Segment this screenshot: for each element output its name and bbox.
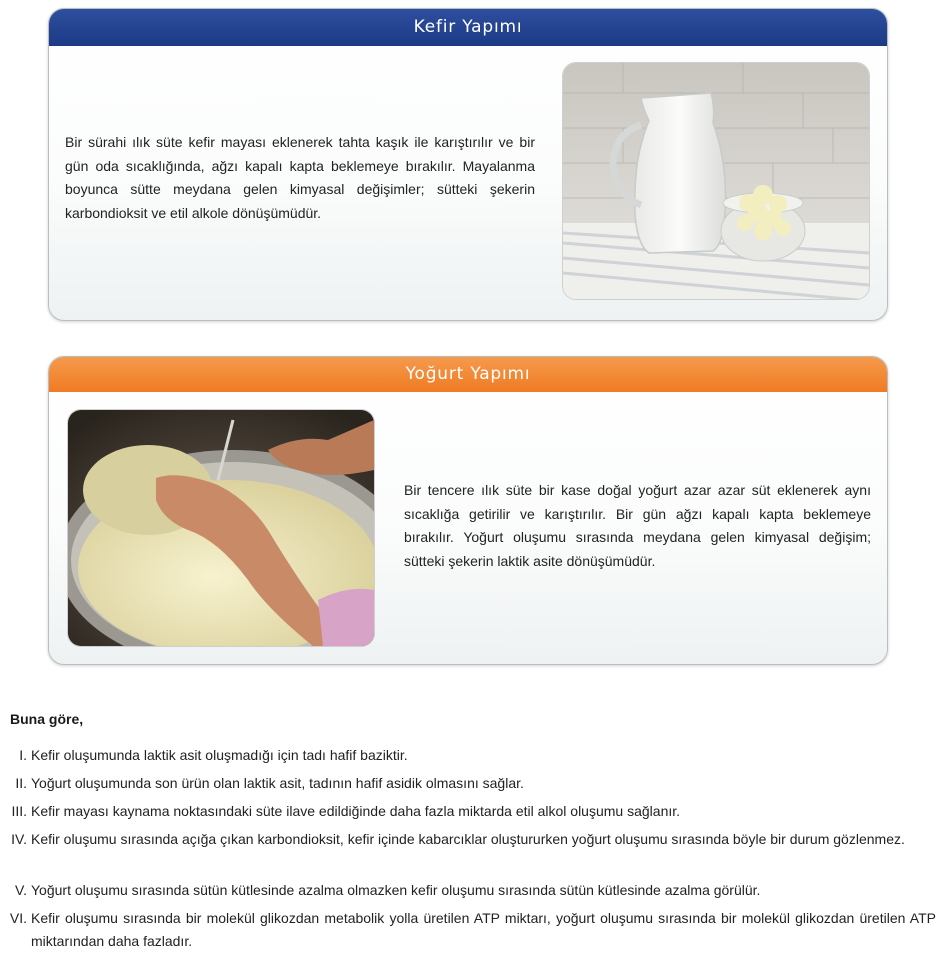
statement-text: Kefir mayası kaynama noktasındaki süte ilave edildiğinde daha fazla miktarda etil alkol oluşumu sağlanır. [31, 803, 681, 819]
kefir-title: Kefir Yapımı [49, 9, 887, 46]
statement-text: Yoğurt oluşumu sırasında sütün kütlesinde azalma olmazken kefir oluşumu sırasında sütün kütlesinde azalma görülür. [31, 882, 761, 898]
kefir-description: Bir sürahi ılık süte kefir mayası eklenerek tahta kaşık ile karıştırılır ve bir gün oda sıcaklığında, ağzı kapalı kapta beklemeye bırakılır. Mayalanma boyunca sütte meydana gelen kimyasal değişimler; sütteki şekerin karbondioksit ve etil alkole dönüşümüdür. [65, 134, 535, 221]
yogurt-card [48, 356, 888, 665]
statement-text: Kefir oluşumunda laktik asit oluşmadığı için tadı hafif baziktir. [31, 747, 408, 763]
statement-number: VI. [9, 910, 27, 926]
yogurt-description: Bir tencere ılık süte bir kase doğal yoğurt azar azar süt eklenerek aynı sıcaklığa getirilir ve karıştırılır. Bir gün ağzı kapalı kapta beklemeye bırakılır. Yoğurt oluşumu sırasında meydana gelen kimyasal değişim; sütteki şekerin laktik asite dönüşümüdür. [404, 482, 871, 569]
statement-number: V. [15, 882, 27, 898]
statement-text: Kefir oluşumu sırasında bir molekül glikozdan metabolik yolla üretilen ATP miktarı, yoğurt oluşumu sırasında bir molekül glikozdan üretilen ATP miktarından daha fazladır. [31, 910, 936, 949]
yogurt-title: Yoğurt Yapımı [49, 357, 887, 392]
statement-text: Kefir oluşumu sırasında açığa çıkan karbondioksit, kefir içinde kabarcıklar oluştururken yoğurt oluşumu sırasında böyle bir durum gözlenmez. [31, 831, 905, 847]
yogurt-photo [67, 409, 375, 647]
kefir-photo [562, 62, 870, 300]
statement-number: II. [15, 775, 27, 791]
question-heading: Buna göre, [10, 711, 84, 727]
statement-number: IV. [11, 831, 27, 847]
kefir-card [48, 8, 888, 321]
statement-number: III. [11, 803, 27, 819]
statement-text: Yoğurt oluşumunda son ürün olan laktik asit, tadının hafif asidik olmasını sağlar. [31, 775, 524, 791]
statement-number: I. [19, 747, 27, 763]
